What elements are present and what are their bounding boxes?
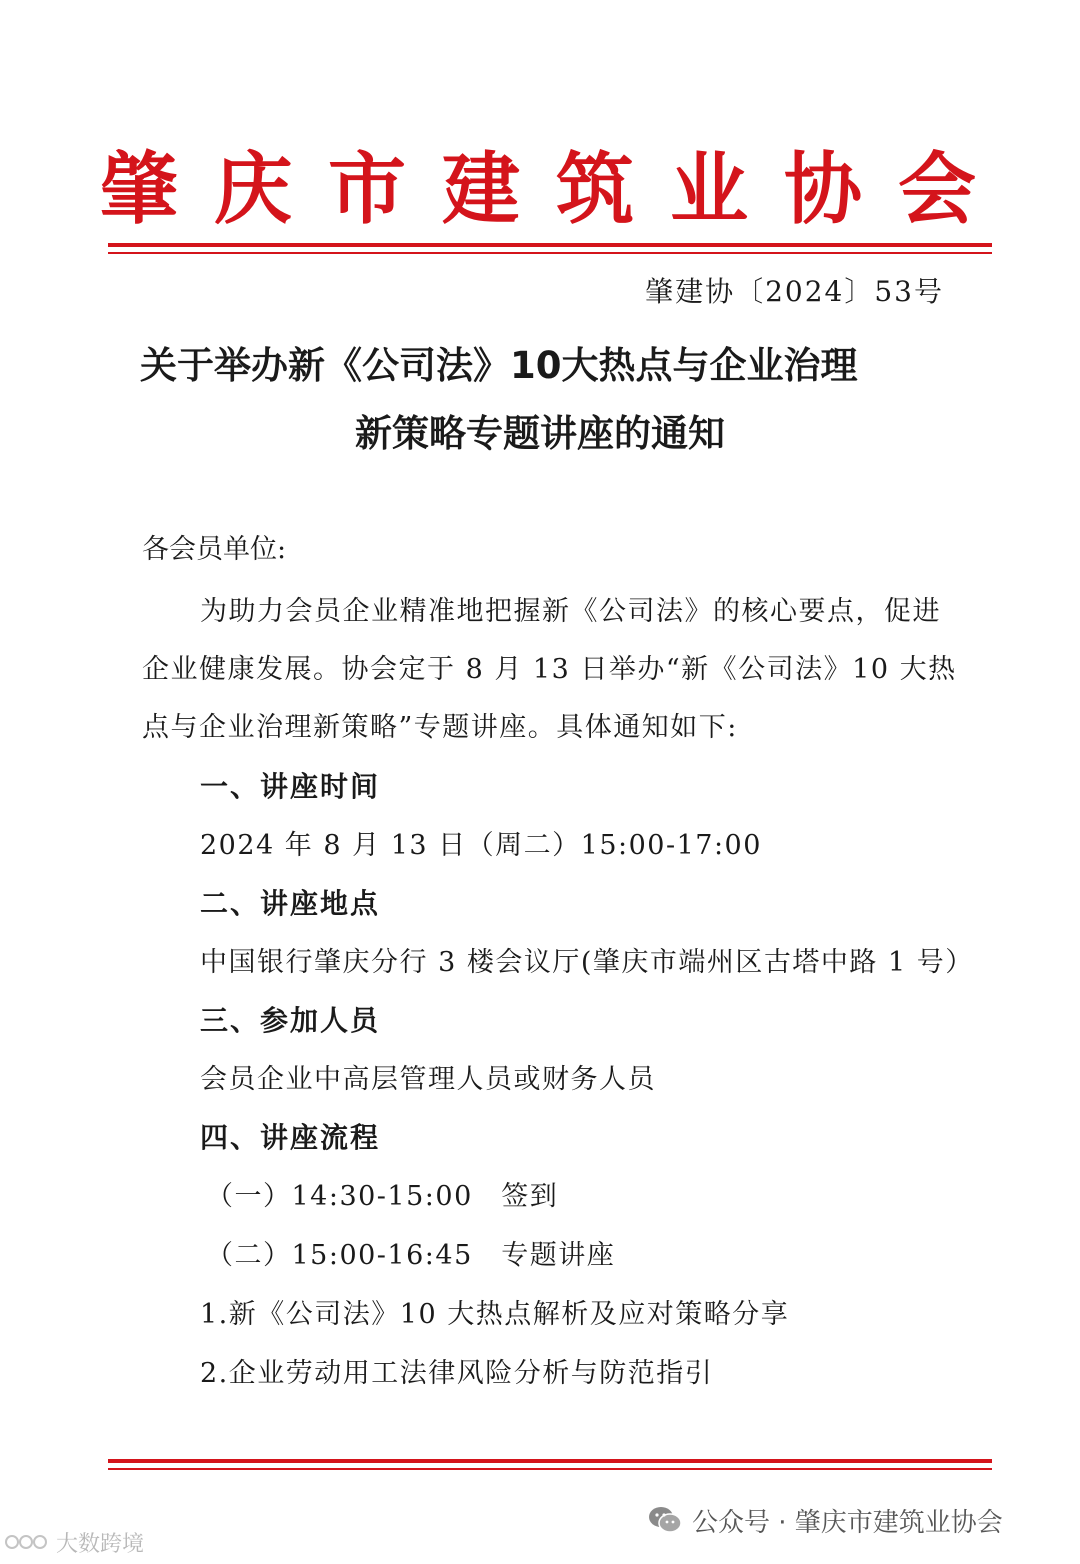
section-heading-attendees: 三、参加人员 <box>200 1004 381 1037</box>
agenda-item: （二）15:00-16:45 专题讲座 <box>206 1240 616 1271</box>
section-heading-location: 二、讲座地点 <box>200 887 381 920</box>
intro-paragraph-line: 企业健康发展。协会定于 8 月 13 日举办“新《公司法》10 大热 <box>142 654 957 685</box>
header-rule-thick <box>108 243 992 247</box>
agenda-item: 2.企业劳动用工法律风险分析与防范指引 <box>200 1358 714 1389</box>
footer-rule-thick <box>108 1459 992 1463</box>
document-title-line-2: 新策略专题讲座的通知 <box>355 412 725 455</box>
document-number: 肇建协〔2024〕53号 <box>645 275 944 308</box>
agenda-item: 1.新《公司法》10 大热点解析及应对策略分享 <box>200 1299 790 1330</box>
watermark-text: 大数跨境 <box>56 1531 145 1557</box>
section-time-value: 2024 年 8 月 13 日（周二）15:00-17:00 <box>200 830 762 861</box>
organization-header: 肇庆市建筑业协会 <box>100 144 1013 235</box>
intro-paragraph-line: 点与企业治理新策略”专题讲座。具体通知如下: <box>142 712 738 743</box>
footer-rule-thin <box>108 1468 992 1470</box>
agenda-item: （一）14:30-15:00 签到 <box>206 1181 559 1212</box>
watermark-logo-icon <box>4 1530 50 1554</box>
header-rule-thin <box>108 252 992 254</box>
wechat-account-badge <box>648 1500 1003 1540</box>
salutation: 各会员单位: <box>142 534 287 565</box>
watermark <box>4 1527 144 1557</box>
section-heading-time: 一、讲座时间 <box>200 770 381 803</box>
section-attendees-value: 会员企业中高层管理人员或财务人员 <box>200 1064 656 1095</box>
section-location-value: 中国银行肇庆分行 3 楼会议厅(肇庆市端州区古塔中路 1 号） <box>200 947 974 978</box>
document-title-line-1: 关于举办新《公司法》10大热点与企业治理 <box>140 344 858 387</box>
section-heading-agenda: 四、讲座流程 <box>200 1121 381 1154</box>
intro-paragraph-line: 为助力会员企业精准地把握新《公司法》的核心要点，促进 <box>200 596 941 627</box>
wechat-account-label: 公众号 · 肇庆市建筑业协会 <box>692 1507 1003 1538</box>
wechat-icon <box>648 1505 682 1535</box>
